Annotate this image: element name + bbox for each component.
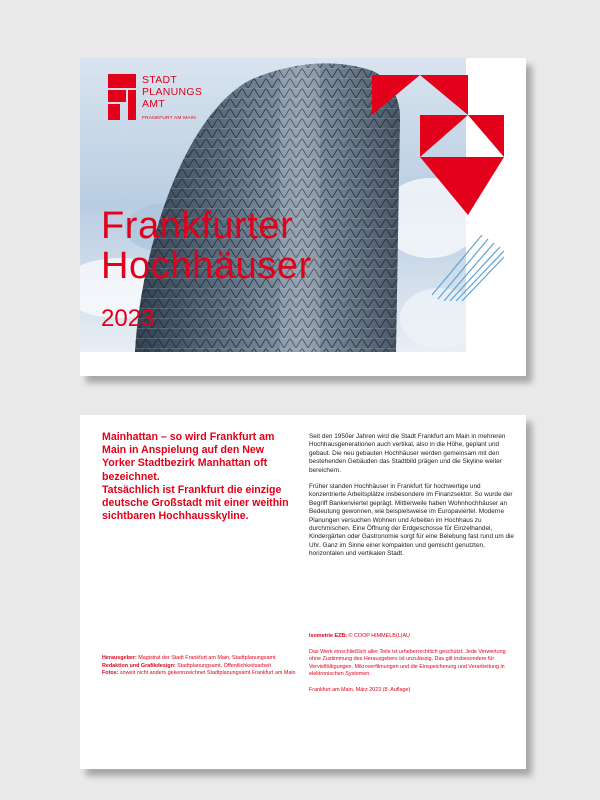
lead-text [102, 431, 292, 523]
credit-fotos: Fotos: soweit nicht anders gekennzeichnet Stadtplanungsamt Frankfurt am Main [102, 670, 296, 677]
logo-wordmark [142, 74, 202, 110]
body-paragraph-1: Seit den 1950er Jahren wird die Stadt Frankfurt am Main in mehreren Hochhausgenerationen auch vertikal, also in die Höhe, geplant und gebaut. Die neu gebauten Hochhäuser werden gemeinsam mit den bestehenden Gebäuden das Stadtbild prägen und die Skyline weiter bereichern. [309, 433, 506, 474]
page-title [101, 206, 312, 286]
title-line-2: Hochhäuser [101, 245, 312, 287]
credit-redaktion: Redaktion und Grafikdesign: Stadtplanungsamt, Öffentlichkeitsarbeit [102, 662, 271, 669]
edition-date: Frankfurt am Main, März 2023 (8. Auflage) [309, 686, 411, 693]
title-line-1: Frankfurter [101, 205, 294, 247]
triangle-pattern-graphic [372, 75, 512, 301]
logo-mark-icon [108, 74, 136, 120]
isometrie-credit: Isometrie EZB: © COOP HIMMELB(L)AU [309, 633, 410, 639]
lead-paragraph-2: Tatsächlich ist Frankfurt die einzige deutsche Großstadt mit einer weithin sichtbaren Hochhausskyline. [102, 483, 289, 523]
logo-subline: FRANKFURT AM MAIN [142, 116, 196, 121]
logo-line-3: AMT [142, 98, 166, 110]
front-card [80, 58, 526, 376]
body-text [309, 433, 517, 567]
credits [102, 655, 302, 678]
back-card [80, 415, 526, 769]
lead-paragraph-1: Mainhattan – so wird Frankfurt am Main in Anspielung auf den New Yorker Stadtbezirk Manhattan oft bezeichnet. [102, 431, 275, 483]
rights-block [309, 633, 517, 703]
credit-herausgeber: Herausgeber: Magistrat der Stadt Frankfurt am Main, Stadtplanungsamt [102, 655, 276, 661]
logo-line-1: STADT [142, 74, 178, 86]
body-paragraph-2: Früher standen Hochhäuser in Frankfurt für hochwertige und konzentrierte Arbeitsplätze insbesondere im Finanzsektor. So wurde der Begriff Bankenviertel geprägt. Mittlerweile haben Wohnhochhäuser an Bedeutung gewonnen, wie beispielsweise im Europaviertel. Moderne Planungen versuchen Wohnen und Arbeiten im Hochhaus zu durchmischen. Eine Öffnung der Erdgeschosse für Einzelhandel, Kindergärten oder Gastronomie sorgt für eine Belebung fast rund um die Uhr. Ganz im Sinne einer kompakten und gemischt genutzten, horizontalen und vertikalen Stadt. [309, 483, 514, 558]
logo-line-2: PLANUNGS [142, 86, 203, 98]
stadtplanungsamt-logo [108, 74, 203, 125]
copyright-notice: Das Werk einschließlich aller Teile ist urheberrechtlich geschützt. Jede Verwertung ohne Zustimmung des Herausgebers ist unzulässig. Das gilt insbesondere für Vervielfältigungen, Mikroverfilmungen und die Einspeicherung und Verarbeitung in elektronischen Systemen. [309, 648, 506, 678]
title-year: 2023 [101, 305, 155, 332]
